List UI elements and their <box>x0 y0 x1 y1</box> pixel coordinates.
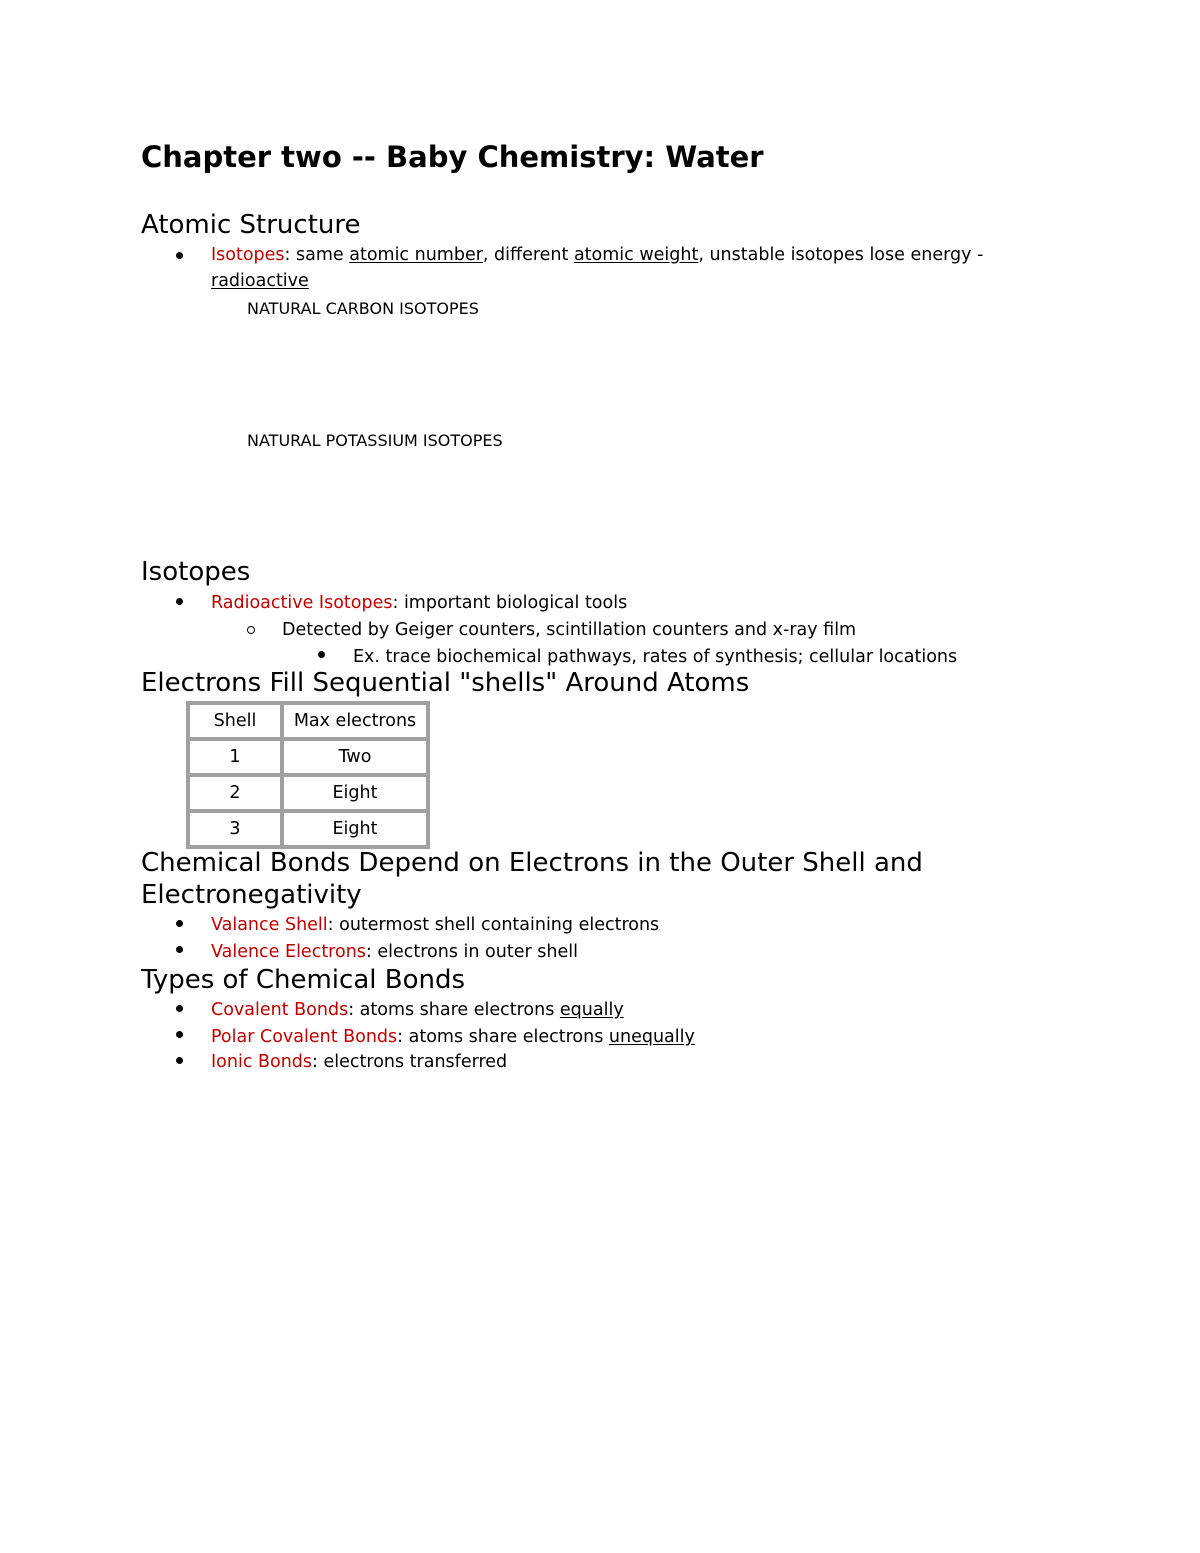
table-row <box>188 775 428 811</box>
ionic-bonds-bullet <box>211 1052 507 1072</box>
valance-shell-bullet <box>211 915 659 935</box>
table-cell: Two <box>282 739 428 775</box>
table-cell: Eight <box>282 811 428 847</box>
table-header-cell: Shell <box>188 703 282 739</box>
heading-electrons-shells: Electrons Fill Sequential "shells" Around Atoms <box>141 668 750 698</box>
text-fragment: : atoms share electrons <box>348 1000 560 1020</box>
table-row <box>188 739 428 775</box>
table-cell: 3 <box>188 811 282 847</box>
term-ionic-bonds: Ionic Bonds <box>211 1052 313 1072</box>
underlined-equally: equally <box>559 1000 624 1020</box>
table-header-row <box>188 703 428 739</box>
text-fragment: : electrons in outer shell <box>365 942 578 962</box>
underlined-atomic-weight: atomic weight <box>573 245 699 265</box>
table-row <box>188 811 428 847</box>
term-radioactive-isotopes: Radioactive Isotopes <box>211 593 393 613</box>
table-cell: Eight <box>282 775 428 811</box>
bullet-dot-icon <box>318 651 325 658</box>
text-fragment: , unstable isotopes lose energy - <box>698 245 984 265</box>
bullet-dot-icon <box>176 1031 183 1038</box>
table-header-cell: Max electrons <box>282 703 428 739</box>
table-cell: 2 <box>188 775 282 811</box>
text-fragment: : atoms share electrons <box>397 1027 609 1047</box>
text-fragment: : outermost shell containing electrons <box>327 915 660 935</box>
term-isotopes: Isotopes <box>211 245 285 265</box>
term-valence-electrons: Valence Electrons <box>211 942 366 962</box>
term-covalent-bonds: Covalent Bonds <box>211 1000 349 1020</box>
text-fragment: , different <box>482 245 574 265</box>
heading-isotopes: Isotopes <box>141 557 251 587</box>
page-title: Chapter two -- Baby Chemistry: Water <box>141 140 764 174</box>
isotopes-bullet-line1 <box>211 245 983 265</box>
bullet-circle-icon <box>247 626 255 634</box>
heading-types-of-bonds: Types of Chemical Bonds <box>141 965 466 995</box>
valence-electrons-bullet <box>211 942 578 962</box>
detected-by-subbullet: Detected by Geiger counters, scintillation counters and x-ray film <box>282 620 857 640</box>
covalent-bonds-bullet <box>211 1000 624 1020</box>
bullet-dot-icon <box>176 252 183 259</box>
bullet-dot-icon <box>176 920 183 927</box>
shell-table <box>186 701 430 849</box>
potassium-isotopes-label: NATURAL POTASSIUM ISOTOPES <box>247 431 503 450</box>
underlined-unequally: unequally <box>608 1027 695 1047</box>
bullet-dot-icon <box>176 1057 183 1064</box>
bullet-dot-icon <box>176 946 183 953</box>
underlined-atomic-number: atomic number <box>349 245 483 265</box>
carbon-isotopes-label: NATURAL CARBON ISOTOPES <box>247 299 479 318</box>
underlined-radioactive: radioactive <box>211 271 309 291</box>
isotopes-bullet-line2 <box>211 271 309 291</box>
heading-chemical-bonds-line2: Electronegativity <box>141 880 362 910</box>
heading-chemical-bonds-line1: Chemical Bonds Depend on Electrons in the Outer Shell and <box>141 848 923 878</box>
term-valance-shell: Valance Shell <box>211 915 328 935</box>
polar-covalent-bonds-bullet <box>211 1027 695 1047</box>
bullet-dot-icon <box>176 598 183 605</box>
text-fragment: : same <box>284 245 350 265</box>
table-cell: 1 <box>188 739 282 775</box>
text-fragment: : electrons transferred <box>312 1052 508 1072</box>
radioactive-isotopes-bullet <box>211 593 627 613</box>
text-fragment: : important biological tools <box>392 593 628 613</box>
term-polar-covalent-bonds: Polar Covalent Bonds <box>211 1027 398 1047</box>
example-subsubbullet: Ex. trace biochemical pathways, rates of synthesis; cellular locations <box>353 647 958 667</box>
bullet-dot-icon <box>176 1005 183 1012</box>
heading-atomic-structure: Atomic Structure <box>141 210 361 240</box>
